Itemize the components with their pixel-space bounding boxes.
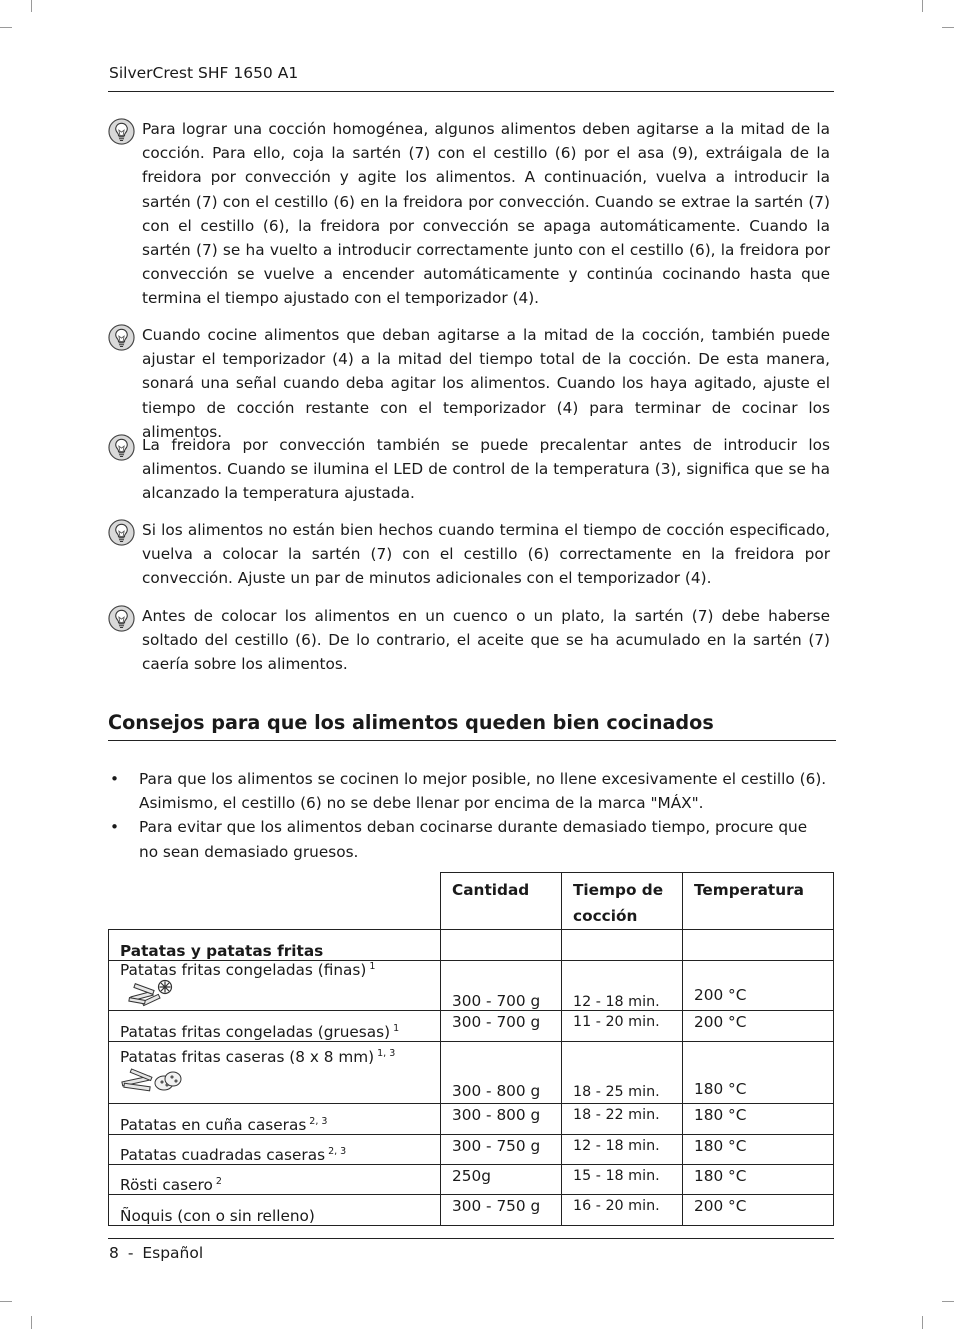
- time-cell: 12 - 18 min.: [562, 1135, 683, 1165]
- lightbulb-icon: [108, 434, 135, 461]
- crop-mark: [31, 0, 32, 12]
- food-cell: [109, 1011, 441, 1042]
- time-cell: 18 - 22 min.: [562, 1104, 683, 1135]
- lightbulb-icon: [108, 324, 135, 351]
- footnote-ref: 2, 3: [309, 1116, 328, 1127]
- crop-mark: [922, 1316, 923, 1329]
- food-name: Patatas cuadradas caseras: [120, 1146, 326, 1164]
- food-name: Rösti casero: [120, 1176, 213, 1194]
- tip-block: [108, 323, 830, 444]
- crop-mark: [942, 27, 954, 28]
- crop-mark: [0, 27, 12, 28]
- bullet-list: [108, 767, 828, 864]
- food-cell: [109, 1135, 441, 1165]
- header-time: [562, 873, 683, 930]
- section-title: Consejos para que los alimentos queden bien cocinados: [108, 711, 714, 734]
- table-row: [109, 1104, 834, 1135]
- list-item-text: Para evitar que los alimentos deban cocinarse durante demasiado tiempo, procure que no sean demasiado gruesos.: [139, 818, 808, 861]
- list-item-text: Para que los alimentos se cocinen lo mejor posible, no llene excesivamente el cestillo (6). Asimismo, el cestillo (6) no se debe llenar por encima de la marca "MÁX".: [139, 770, 827, 813]
- food-cell: [109, 1165, 441, 1195]
- quantity-cell: 300 - 750 g: [441, 1195, 562, 1226]
- table-cell: [683, 930, 834, 961]
- header-time-line1: Tiempo de: [573, 881, 664, 899]
- cooking-table: [108, 872, 834, 1226]
- time-cell: 15 - 18 min.: [562, 1165, 683, 1195]
- page-footer: [109, 1244, 203, 1262]
- section-rule: [108, 740, 836, 741]
- frozen-fries-icon: [128, 979, 174, 1007]
- temperature-cell: 180 °C: [683, 1042, 834, 1104]
- tip-text: Para lograr una cocción homogénea, algunos alimentos deben agitarse a la mitad de la cocción. Para ello, coja la sartén (7) con el cestillo (6) por el asa (9), extráigala de la freidora por convección y agite los alimentos. A continuación, vuelva a introducir la sartén (7) con el cestillo (6) en la freidora por convección. Cuando se extrae la sartén (7) con el cestillo (6), la freidora por convección se apaga automáticamente. Cuando la sartén (7) se ha vuelto a introducir correctamente junto con el cestillo (6), la freidora por convección se vuelve a encender automáticamente y continúa cocinando hasta que termina el tiempo ajustado con el temporizador (4).: [142, 120, 830, 308]
- food-name: Patatas fritas congeladas (gruesas): [120, 1023, 391, 1041]
- list-item: [108, 815, 828, 863]
- page-number: 8: [109, 1244, 119, 1262]
- header-quantity: Cantidad: [441, 873, 562, 930]
- food-cell: [109, 1104, 441, 1135]
- list-item: [108, 767, 828, 815]
- footer-language: Español: [142, 1244, 204, 1262]
- bullet-marker: •: [110, 770, 120, 788]
- lightbulb-icon: [108, 519, 135, 546]
- table-row: [109, 961, 834, 1011]
- table-row: [109, 1135, 834, 1165]
- food-name: Patatas fritas caseras (8 x 8 mm): [120, 1048, 375, 1066]
- document-header: SilverCrest SHF 1650 A1: [109, 64, 299, 82]
- tip-block: [108, 518, 830, 591]
- tip-text: Si los alimentos no están bien hechos cuando termina el tiempo de cocción especificado, vuelva a colocar la sartén (7) con el cestillo (6) correctamente en la freidora por convección. Ajuste un par de minutos adicionales con el temporizador (4).: [142, 521, 830, 588]
- table-row: [109, 1042, 834, 1104]
- header-rule: [108, 91, 834, 92]
- tip-block: [108, 604, 830, 677]
- footer-rule: [108, 1238, 834, 1239]
- tip-text: Antes de colocar los alimentos en un cuenco o un plato, la sartén (7) debe haberse soltado del cestillo (6). De lo contrario, el aceite que se ha acumulado en la sartén (7) caería sobre los alimentos.: [142, 607, 830, 674]
- homemade-fries-icon: [120, 1067, 184, 1095]
- lightbulb-icon: [108, 605, 135, 632]
- food-cell: [109, 1195, 441, 1226]
- quantity-cell: 300 - 750 g: [441, 1135, 562, 1165]
- quantity-cell: 300 - 800 g: [441, 1104, 562, 1135]
- crop-mark: [31, 1316, 32, 1329]
- quantity-cell: 250g: [441, 1165, 562, 1195]
- time-cell: 12 - 18 min.: [562, 961, 683, 1011]
- footnote-ref: 1: [393, 1023, 400, 1034]
- footnote-ref: 1, 3: [377, 1048, 396, 1059]
- food-name: Ñoquis (con o sin relleno): [120, 1207, 315, 1225]
- footer-separator: -: [127, 1244, 134, 1262]
- table-row: [109, 1165, 834, 1195]
- time-cell: 11 - 20 min.: [562, 1011, 683, 1042]
- footnote-ref: 2, 3: [328, 1146, 347, 1157]
- temperature-cell: 200 °C: [683, 1195, 834, 1226]
- table-cell: [441, 930, 562, 961]
- time-cell: 18 - 25 min.: [562, 1042, 683, 1104]
- temperature-cell: 180 °C: [683, 1104, 834, 1135]
- food-cell: [109, 1042, 441, 1104]
- footnote-ref: 1: [369, 961, 376, 972]
- food-name: Patatas fritas congeladas (finas): [120, 961, 367, 979]
- table-corner-cell: [109, 873, 441, 930]
- tip-text: Cuando cocine alimentos que deban agitarse a la mitad de la cocción, también puede ajustar el temporizador (4) a la mitad del tiempo total de la cocción. De esta manera, sonará una señal cuando deba agitar los alimentos. Cuando los haya agitado, ajuste el tiempo de cocción restante con el temporizador (4) para terminar de cocinar los alimentos.: [142, 326, 830, 441]
- table-row: [109, 1011, 834, 1042]
- crop-mark: [942, 1301, 954, 1302]
- header-temperature: Temperatura: [683, 873, 834, 930]
- footnote-ref: 2: [215, 1176, 222, 1187]
- temperature-cell: 180 °C: [683, 1165, 834, 1195]
- temperature-cell: 200 °C: [683, 1011, 834, 1042]
- table-cell: [562, 930, 683, 961]
- tip-block: [108, 433, 830, 506]
- tip-text: La freidora por convección también se puede precalentar antes de introducir los alimentos. Cuando se ilumina el LED de control de la temperatura (3), significa que se ha alcanzado la temperatura ajustada.: [142, 436, 830, 503]
- quantity-cell: 300 - 700 g: [441, 961, 562, 1011]
- lightbulb-icon: [108, 118, 135, 145]
- time-cell: 16 - 20 min.: [562, 1195, 683, 1226]
- tip-block: [108, 117, 830, 311]
- temperature-cell: 180 °C: [683, 1135, 834, 1165]
- quantity-cell: 300 - 700 g: [441, 1011, 562, 1042]
- food-cell: [109, 961, 441, 1011]
- crop-mark: [922, 0, 923, 12]
- quantity-cell: 300 - 800 g: [441, 1042, 562, 1104]
- table-row: [109, 1195, 834, 1226]
- crop-mark: [0, 1301, 12, 1302]
- category-label: Patatas y patatas fritas: [109, 930, 441, 961]
- food-name: Patatas en cuña caseras: [120, 1116, 307, 1134]
- temperature-cell: 200 °C: [683, 961, 834, 1011]
- bullet-marker: •: [110, 818, 120, 837]
- header-time-line2: cocción: [573, 907, 638, 925]
